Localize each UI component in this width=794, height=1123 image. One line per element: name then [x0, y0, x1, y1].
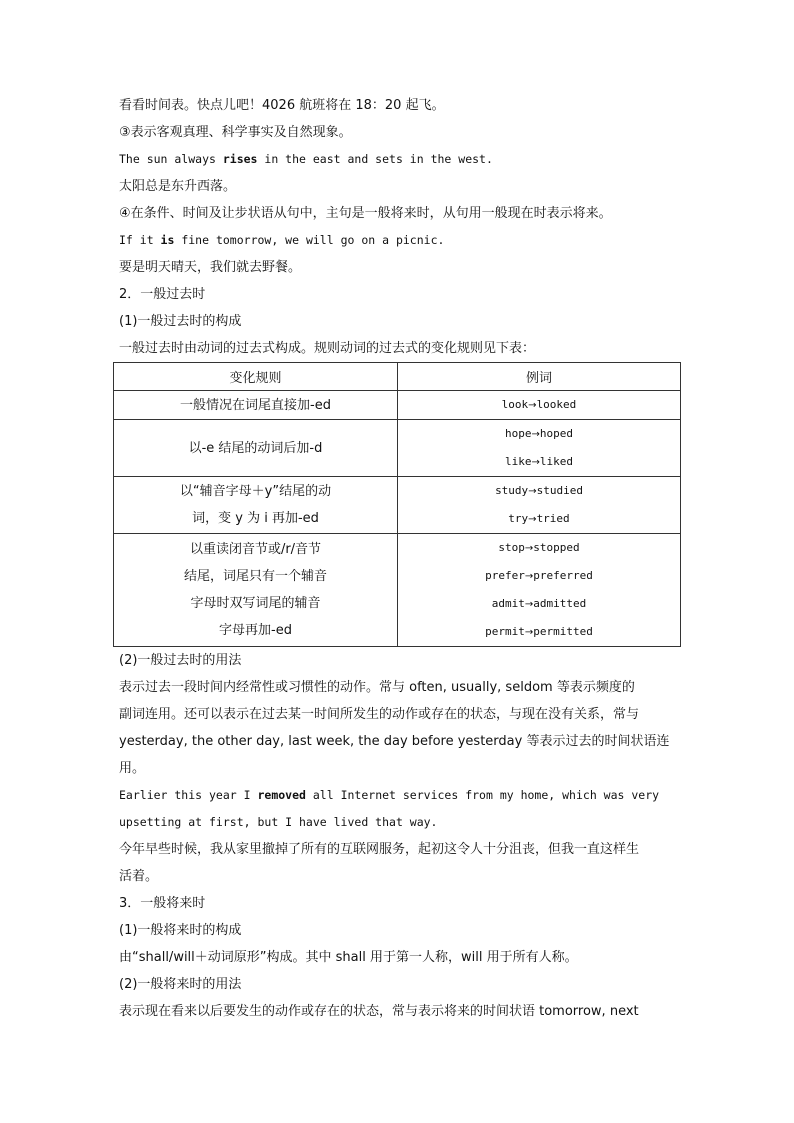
- arrow-right-icon: →: [531, 457, 540, 468]
- text-segment: 太阳总是东升西落。: [119, 179, 237, 194]
- arrow-right-icon: →: [531, 429, 540, 440]
- header-rule: 变化规则: [114, 363, 398, 391]
- arrow-right-icon: →: [528, 486, 537, 497]
- arrow-right-icon: →: [524, 599, 534, 610]
- text-segment: (1)一般过去时的构成: [119, 314, 242, 329]
- example-word-pair: [398, 448, 680, 476]
- arrow-right-icon: →: [524, 543, 534, 554]
- text-line: [119, 647, 677, 674]
- example-word-pair: [398, 618, 680, 646]
- text-segment: 今年早些时候，我从家里撤掉了所有的互联网服务，起初这令人十分沮丧，但我一直这样生: [119, 842, 640, 857]
- text-segment: 看看时间表。快点儿吧！4026 航班将在 18：20 起飞。: [119, 98, 445, 113]
- text-segment: 一般过去时由动词的过去式构成。规则动词的过去式的变化规则见下表：: [119, 341, 536, 356]
- base-form: study: [495, 484, 529, 497]
- text-line: [119, 173, 677, 200]
- text-line: [119, 308, 677, 335]
- text-line: [119, 119, 677, 146]
- rule-text: 以重读闭音节或/r/音节: [189, 542, 322, 557]
- rule-text: 字母时双写词尾的辅音: [190, 596, 321, 611]
- text-line: [119, 890, 677, 917]
- arrow-right-icon: →: [524, 627, 534, 638]
- past-form: preferred: [533, 569, 593, 582]
- rule-text: 结尾，词尾只有一个辅音: [183, 569, 327, 584]
- text-line: [119, 227, 677, 254]
- past-form: admitted: [533, 597, 587, 610]
- example-word-pair: [398, 534, 680, 562]
- text-segment: The sun always: [119, 152, 223, 166]
- table-row: [114, 391, 681, 420]
- example-cell: [398, 534, 681, 647]
- text-segment: 要是明天晴天，我们就去野餐。: [119, 260, 302, 275]
- text-line: [119, 200, 677, 227]
- table-row: [114, 477, 681, 534]
- example-word-pair: [398, 562, 680, 590]
- rule-text: 词，变 y 为 i 再加-ed: [192, 511, 319, 526]
- past-form: liked: [539, 455, 573, 468]
- text-segment: ④在条件、时间及让步状语从句中，主句是一般将来时，从句用一般现在时表示将来。: [119, 206, 612, 221]
- rule-text: 以“辅音字母＋y”结尾的动: [179, 484, 332, 499]
- text-segment: 活着。: [119, 869, 159, 884]
- text-segment: fine tomorrow, we will go on a picnic.: [174, 233, 445, 247]
- text-line: [119, 254, 677, 281]
- table-row: [114, 420, 681, 477]
- past-form: permitted: [533, 625, 593, 638]
- text-segment: all Internet services from my home, which was very: [305, 788, 660, 802]
- text-segment: 2．一般过去时: [119, 287, 206, 302]
- text-segment: 表示过去一段时间内经常性或习惯性的动作。常与 often, usually, seldom 等表示频度的: [119, 680, 635, 695]
- arrow-right-icon: →: [524, 571, 534, 582]
- example-cell: [398, 477, 681, 534]
- base-form: prefer: [485, 569, 525, 582]
- text-line: [119, 836, 677, 863]
- past-tense-rules-table: [113, 362, 681, 647]
- text-segment: upsetting at first, but I have lived that way.: [119, 815, 438, 829]
- text-segment: 表示现在看来以后要发生的动作或存在的状态，常与表示将来的时间状语 tomorrow, next: [119, 1004, 639, 1019]
- text-line: [119, 728, 677, 755]
- document-body: [119, 92, 677, 1025]
- rule-text: 字母再加-ed: [219, 623, 292, 638]
- rule-cell: [114, 534, 398, 647]
- text-segment: 用。: [119, 761, 146, 776]
- text-line: [119, 944, 677, 971]
- table-header-row: [114, 363, 681, 391]
- past-form: looked: [536, 398, 577, 411]
- text-segment: yesterday, the other day, last week, the day before yesterday 等表示过去的时间状语连: [119, 734, 670, 749]
- text-line: [119, 146, 677, 173]
- text-line: [119, 998, 677, 1025]
- text-segment: 3．一般将来时: [119, 896, 206, 911]
- arrow-right-icon: →: [528, 514, 537, 525]
- example-word-pair: [398, 391, 680, 419]
- text-segment: If it: [119, 233, 161, 247]
- past-form: studied: [536, 484, 583, 497]
- text-line: [119, 335, 677, 362]
- text-line: [119, 92, 677, 119]
- text-block-bottom: [119, 647, 677, 1025]
- text-line: [119, 281, 677, 308]
- example-word-pair: [398, 505, 680, 533]
- base-form: try: [508, 512, 529, 525]
- rule-cell: [114, 420, 398, 477]
- bold-verb: removed: [257, 788, 306, 802]
- base-form: like: [504, 455, 532, 468]
- table-row: [114, 534, 681, 647]
- example-word-pair: [398, 590, 680, 618]
- bold-verb: rises: [222, 152, 258, 166]
- example-cell: [398, 420, 681, 477]
- base-form: permit: [485, 625, 525, 638]
- text-segment: 副词连用。还可以表示在过去某一时间所发生的动作或存在的状态，与现在没有关系，常与: [119, 707, 640, 722]
- text-line: [119, 809, 677, 836]
- rule-text: 一般情况在词尾直接加-ed: [180, 397, 331, 413]
- arrow-right-icon: →: [528, 400, 537, 411]
- past-form: hoped: [539, 427, 573, 440]
- rule-cell: [114, 477, 398, 534]
- base-form: stop: [498, 541, 525, 554]
- text-segment: in the east and sets in the west.: [257, 152, 493, 166]
- base-form: look: [501, 398, 529, 411]
- text-line: [119, 755, 677, 782]
- text-segment: 由“shall/will＋动词原形”构成。其中 shall 用于第一人称，will 用于所有人称。: [119, 950, 578, 965]
- text-line: [119, 971, 677, 998]
- rule-cell: [114, 391, 398, 420]
- base-form: hope: [504, 427, 532, 440]
- text-line: [119, 674, 677, 701]
- text-line: [119, 701, 677, 728]
- rule-text: 以-e 结尾的动词后加-d: [188, 440, 323, 456]
- example-word-pair: [398, 477, 680, 505]
- text-segment: (2)一般将来时的用法: [119, 977, 242, 992]
- example-word-pair: [398, 420, 680, 448]
- text-line: [119, 863, 677, 890]
- past-form: tried: [536, 512, 570, 525]
- text-block-top: [119, 92, 677, 362]
- text-segment: Earlier this year I: [119, 788, 258, 802]
- past-form: stopped: [533, 541, 580, 554]
- text-line: [119, 782, 677, 809]
- header-example: 例词: [398, 363, 681, 391]
- base-form: admit: [491, 597, 525, 610]
- bold-verb: is: [160, 233, 175, 247]
- text-segment: (2)一般过去时的用法: [119, 653, 242, 668]
- example-cell: [398, 391, 681, 420]
- text-line: [119, 917, 677, 944]
- text-segment: ③表示客观真理、科学事实及自然现象。: [119, 125, 352, 140]
- text-segment: (1)一般将来时的构成: [119, 923, 242, 938]
